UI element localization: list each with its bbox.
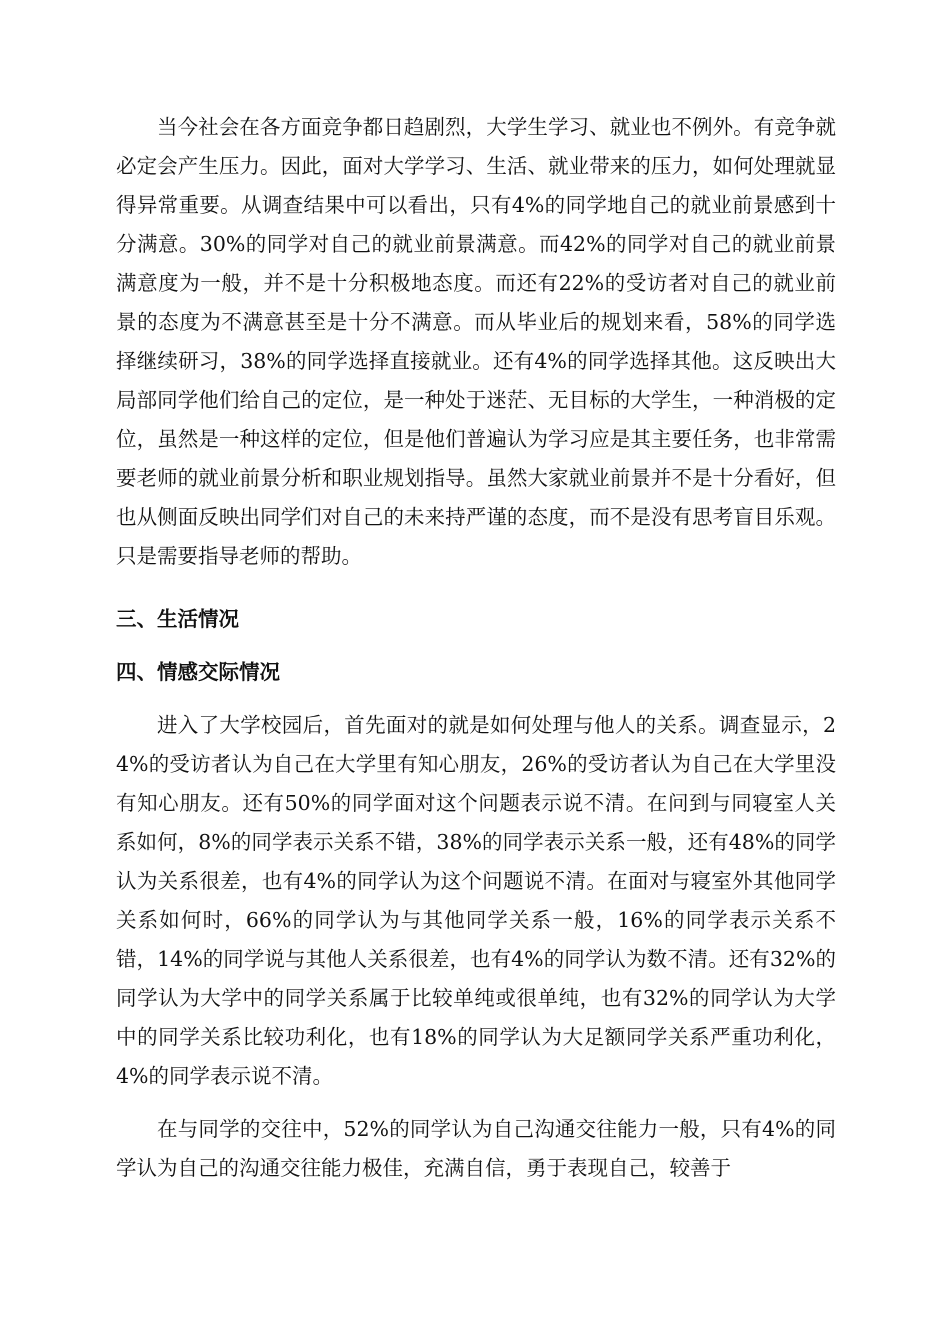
section-heading-living: 三、生活情况 <box>116 607 239 631</box>
document-body <box>116 108 836 1188</box>
paragraph-communication: 在与同学的交往中，52%的同学认为自己沟通交往能力一般，只有4%的同学认为自己的沟通交往能力极佳，充满自信，勇于表现自己，较善于 <box>116 1117 836 1180</box>
paragraph-relationships: 进入了大学校园后，首先面对的就是如何处理与他人的关系。调查显示，24%的受访者认为自己在大学里有知心朋友，26%的受访者认为自己在大学里没有知心朋友。还有50%的同学面对这个问题表示说不清。在问到与同寝室人关系如何，8%的同学表示关系不错，38%的同学表示关系一般，还有48%的同学认为关系很差，也有4%的同学认为这个问题说不清。在面对与寝室外其他同学关系如何时，66%的同学认为与其他同学关系一般，16%的同学表示关系不错，14%的同学说与其他人关系很差，也有4%的同学认为数不清。还有32%的同学认为大学中的同学关系属于比较单纯或很单纯，也有32%的同学认为大学中的同学关系比较功利化，也有18%的同学认为大足额同学关系严重功利化，4%的同学表示说不清。 <box>116 713 836 1088</box>
paragraph-employment-pressure: 当今社会在各方面竞争都日趋剧烈，大学生学习、就业也不例外。有竞争就必定会产生压力。因此，面对大学学习、生活、就业带来的压力，如何处理就显得异常重要。从调查结果中可以看出，只有4%的同学地自己的就业前景感到十分满意。30%的同学对自己的就业前景满意。而42%的同学对自己的就业前景满意度为一般，并不是十分积极地态度。而还有22%的受访者对自己的就业前景的态度为不满意甚至是十分不满意。而从毕业后的规划来看，58%的同学选择继续研习，38%的同学选择直接就业。还有4%的同学选择其他。这反映出大局部同学他们给自己的定位，是一种处于迷茫、无目标的大学生，一种消极的定位，虽然是一种这样的定位，但是他们普遍认为学习应是其主要任务，也非常需要老师的就业前景分析和职业规划指导。虽然大家就业前景并不是十分看好，但也从侧面反映出同学们对自己的未来持严谨的态度，而不是没有思考盲目乐观。只是需要指导老师的帮助。 <box>116 115 836 568</box>
section-heading-social: 四、情感交际情况 <box>116 660 280 684</box>
